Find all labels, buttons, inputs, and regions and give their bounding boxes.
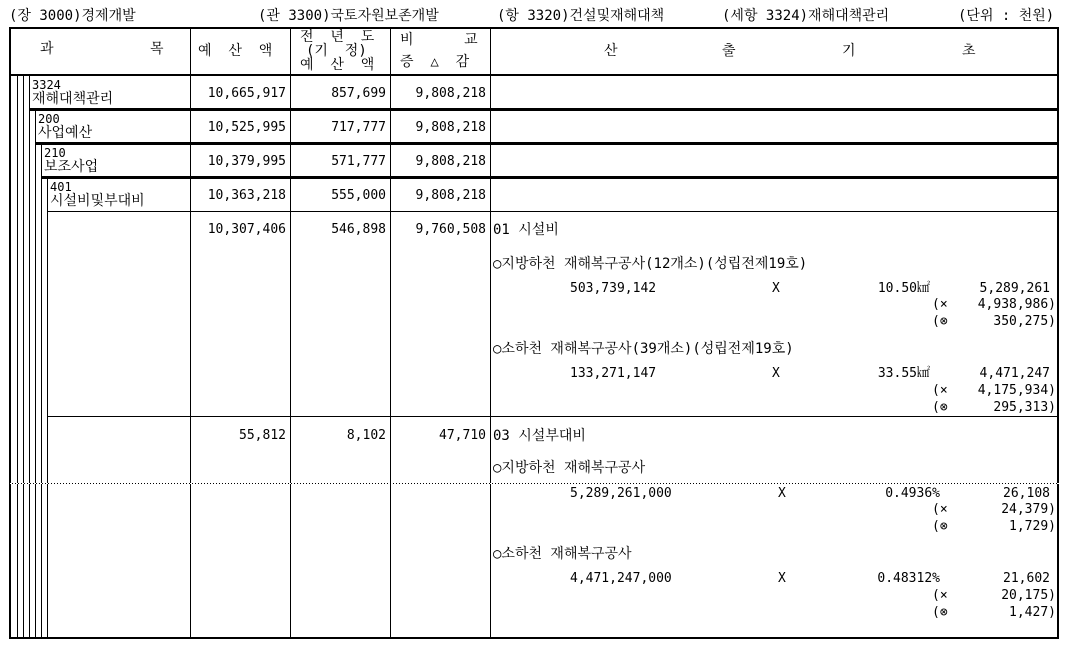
row-budget: 10,665,917 bbox=[207, 86, 286, 101]
header-basis-4: 초 bbox=[962, 43, 976, 59]
row-budget: 10,525,995 bbox=[207, 120, 286, 135]
basis-value: 20,175) bbox=[1001, 588, 1056, 603]
basis-item-title: ○지방하천 재해복구공사 bbox=[493, 460, 646, 476]
basis-value: 4,471,247 bbox=[979, 366, 1050, 381]
basis-multiply: X bbox=[772, 281, 780, 296]
basis-amount: 133,271,147 bbox=[570, 366, 657, 381]
row-name: 시설비및부대비 bbox=[50, 193, 145, 209]
basis-amount: 503,739,142 bbox=[570, 281, 657, 296]
chapter-label: (장 3000)경제개발 bbox=[9, 8, 136, 24]
basis-value: 26,108 bbox=[1003, 486, 1050, 501]
basis-value: 1,729) bbox=[1009, 519, 1056, 534]
header-compare-1: 비 교 bbox=[400, 32, 478, 48]
header-basis-1: 산 bbox=[604, 43, 618, 59]
detail-prev: 8,102 bbox=[346, 428, 386, 443]
basis-item-title: ○소하천 재해복구공사(39개소)(성립전제19호) bbox=[493, 341, 794, 357]
row-diff: 9,808,218 bbox=[415, 120, 486, 135]
detail-title: 01 시설비 bbox=[493, 222, 559, 238]
row-code: 401 bbox=[50, 180, 72, 194]
row-code: 3324 bbox=[32, 78, 61, 92]
detail-diff: 47,710 bbox=[439, 428, 486, 443]
row-name: 보조사업 bbox=[44, 159, 99, 175]
row-prev: 571,777 bbox=[331, 154, 386, 169]
row-prev: 717,777 bbox=[331, 120, 386, 135]
basis-prefix: (× bbox=[932, 502, 948, 517]
basis-prefix: (⊗ bbox=[932, 605, 948, 620]
row-diff: 9,808,218 bbox=[415, 188, 486, 203]
row-name: 사업예산 bbox=[38, 125, 93, 141]
sehang-label: (세항 3324)재해대책관리 bbox=[722, 8, 890, 24]
detail-budget: 10,307,406 bbox=[207, 222, 286, 237]
basis-prefix: (⊗ bbox=[932, 314, 948, 329]
basis-multiply: X bbox=[778, 571, 786, 586]
basis-value: 4,175,934) bbox=[977, 383, 1056, 398]
header-compare-2: 증 △ 감 bbox=[400, 54, 470, 70]
basis-prefix: (× bbox=[932, 297, 948, 312]
basis-item-title: ○소하천 재해복구공사 bbox=[493, 546, 632, 562]
basis-prefix: (× bbox=[932, 383, 948, 398]
header-budget: 예 산 액 bbox=[198, 43, 273, 59]
gwan-label: (관 3300)국토자원보존개발 bbox=[258, 8, 439, 24]
header-basis-2: 출 bbox=[722, 43, 736, 59]
basis-multiply: X bbox=[778, 486, 786, 501]
basis-value: 21,602 bbox=[1003, 571, 1050, 586]
basis-rate: 33.55㎢ bbox=[877, 366, 930, 381]
basis-prefix: (⊗ bbox=[932, 519, 948, 534]
basis-value: 350,275) bbox=[993, 314, 1056, 329]
header-subject-1: 과 bbox=[40, 41, 54, 57]
detail-prev: 546,898 bbox=[331, 222, 386, 237]
row-code: 210 bbox=[44, 146, 66, 160]
basis-value: 24,379) bbox=[1001, 502, 1056, 517]
basis-prefix: (⊗ bbox=[932, 400, 948, 415]
row-prev: 555,000 bbox=[331, 188, 386, 203]
basis-item-title: ○지방하천 재해복구공사(12개소)(성립전제19호) bbox=[493, 256, 808, 272]
basis-amount: 4,471,247,000 bbox=[570, 571, 672, 586]
header-prev-3: 예 산 액 bbox=[300, 57, 375, 73]
basis-prefix: (× bbox=[932, 588, 948, 603]
header-prev-1: 전 년 도 bbox=[300, 29, 375, 45]
row-code: 200 bbox=[38, 112, 60, 126]
basis-value: 4,938,986) bbox=[977, 297, 1056, 312]
detail-title: 03 시설부대비 bbox=[493, 428, 586, 444]
detail-diff: 9,760,508 bbox=[415, 222, 486, 237]
header-basis-3: 기 bbox=[842, 43, 856, 59]
basis-rate: 0.48312% bbox=[877, 571, 940, 586]
basis-amount: 5,289,261,000 bbox=[570, 486, 672, 501]
header-subject-2: 목 bbox=[150, 41, 164, 57]
row-diff: 9,808,218 bbox=[415, 86, 486, 101]
basis-rate: 0.4936% bbox=[885, 486, 940, 501]
row-budget: 10,379,995 bbox=[207, 154, 286, 169]
basis-value: 295,313) bbox=[993, 400, 1056, 415]
row-prev: 857,699 bbox=[331, 86, 386, 101]
hang-label: (항 3320)건설및재해대책 bbox=[497, 8, 665, 24]
basis-multiply: X bbox=[772, 366, 780, 381]
detail-budget: 55,812 bbox=[239, 428, 286, 443]
basis-value: 1,427) bbox=[1009, 605, 1056, 620]
unit-label: (단위 : 천원) bbox=[958, 8, 1055, 24]
row-name: 재해대책관리 bbox=[32, 91, 114, 107]
header-prev-2: (기 정) bbox=[306, 43, 367, 59]
row-budget: 10,363,218 bbox=[207, 188, 286, 203]
basis-value: 5,289,261 bbox=[979, 281, 1050, 296]
basis-rate: 10.50㎢ bbox=[877, 281, 930, 296]
row-diff: 9,808,218 bbox=[415, 154, 486, 169]
